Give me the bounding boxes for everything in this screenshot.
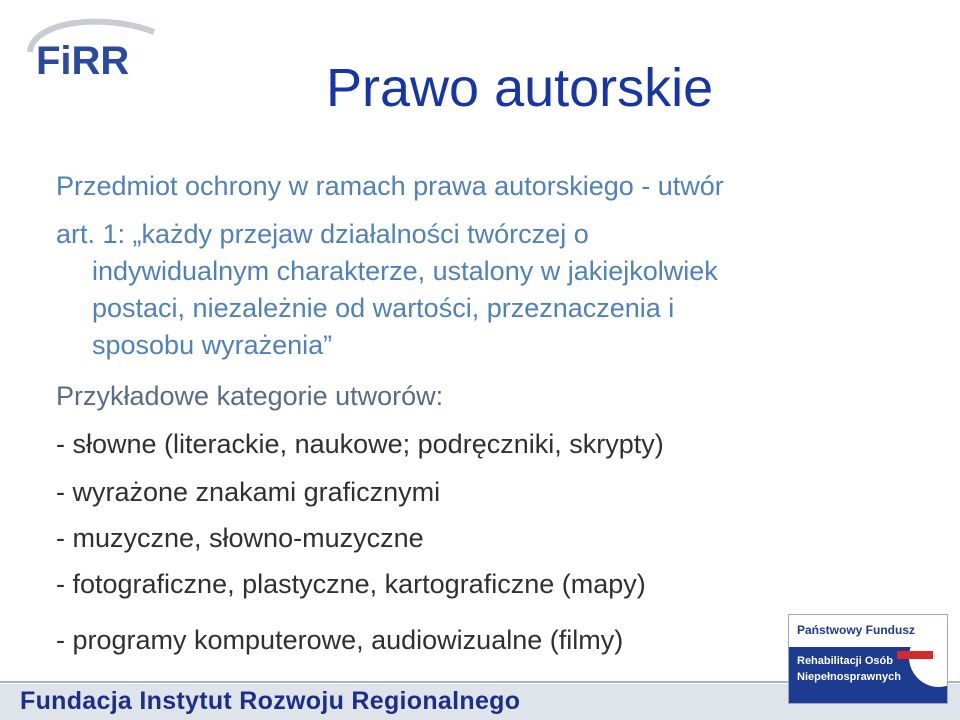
article-line-1: art. 1: „każdy przejaw działalności twórczej o xyxy=(56,219,589,249)
subject-line: Przedmiot ochrony w ramach prawa autorskiego - utwór xyxy=(56,171,724,201)
pfron-line-0: Państwowy Fundusz xyxy=(797,623,916,637)
category-item: - słowne (literackie, naukowe; podręczniki, skrypty) xyxy=(56,429,664,459)
footer-organization: Fundacja Instytut Rozwoju Regionalnego xyxy=(20,687,521,715)
categories-heading: Przykładowe kategorie utworów: xyxy=(56,381,444,411)
pfron-line-1: Rehabilitacji Osób xyxy=(797,655,893,667)
article-line-3: postaci, niezależnie od wartości, przeznaczenia i xyxy=(92,293,675,323)
category-item: - fotograficzne, plastyczne, kartograficzne (mapy) xyxy=(56,569,646,599)
category-item: - programy komputerowe, audiowizualne (filmy) xyxy=(56,625,624,655)
category-item: - wyrażone znakami graficznymi xyxy=(56,477,441,507)
pfron-line-2: Niepełnosprawnych xyxy=(797,671,901,683)
slide-title: Prawo autorskie xyxy=(326,58,714,118)
firr-logo-graphic xyxy=(22,14,162,84)
logo-text: FiRR xyxy=(36,39,130,83)
pfron-red-bar xyxy=(897,651,933,659)
pfron-logo xyxy=(788,614,948,704)
category-item: - muzyczne, słowno-muzyczne xyxy=(56,523,424,553)
article-quote xyxy=(56,216,718,364)
article-line-4: sposobu wyrażenia” xyxy=(92,330,333,360)
article-line-2: indywidualnym charakterze, ustalony w jakiejkolwiek xyxy=(92,256,718,286)
firr-logo xyxy=(22,14,162,84)
